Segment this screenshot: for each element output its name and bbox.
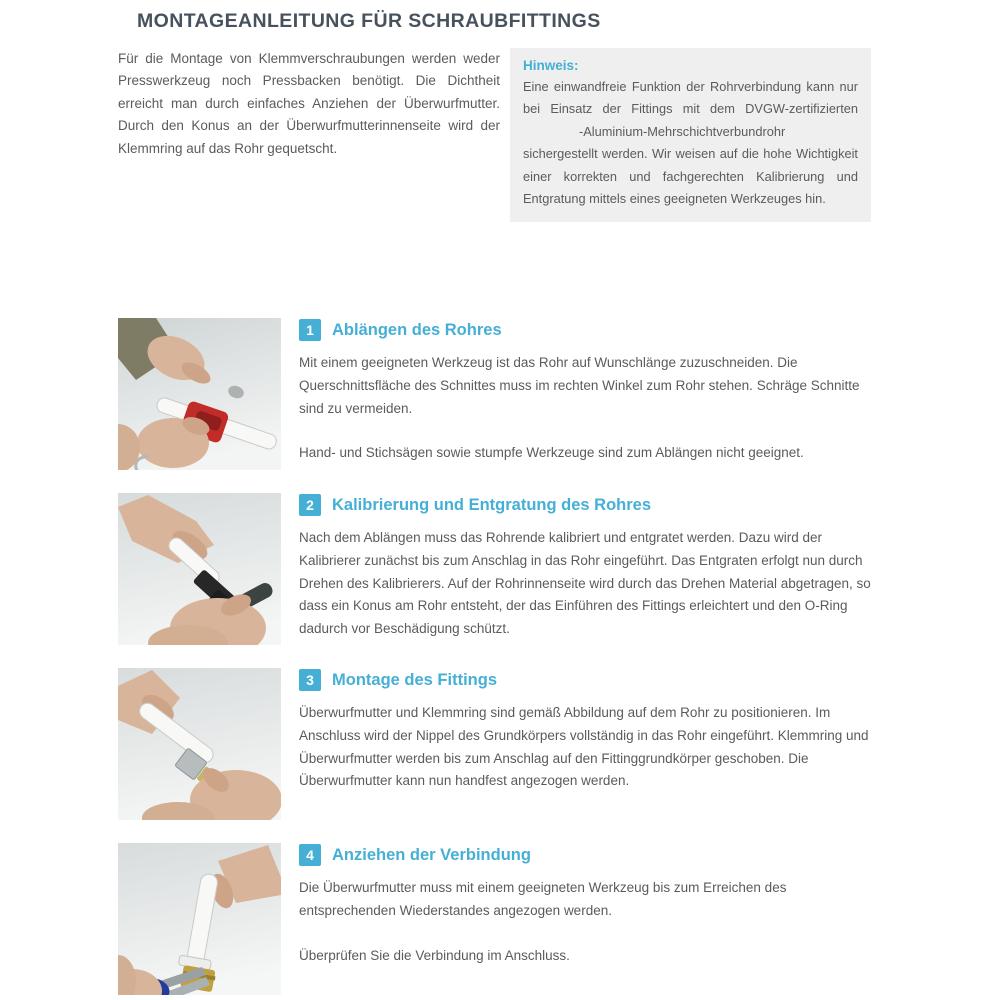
step-1-body [299, 318, 882, 470]
step-1-head [299, 319, 882, 341]
step-2-photo [118, 493, 281, 645]
step-4-head [299, 844, 882, 866]
intro-row [118, 48, 882, 222]
step-3-head [299, 669, 882, 691]
step-3-number-badge: 3 [299, 669, 321, 691]
step-3-body [299, 668, 882, 820]
step-3-photo [118, 668, 281, 820]
photo-pipe-cutter-illustration [118, 318, 281, 470]
note-text-part2: -Aluminium-Mehrschichtverbundrohr sichergestellt werden. Wir weisen auf die hohe Wichtigkeit einer korrekten und fachgerechten Kalibrierung und Entgratung mittels eines geeigneten Werkzeuges hin. [523, 123, 858, 207]
step-4-paragraph-1: Die Überwurfmutter muss mit einem geeigneten Werkzeug bis zum Erreichen des entsprechenden Wiederstandes angezogen werden. [299, 880, 787, 919]
note-text-part1: Eine einwandfreie Funktion der Rohrverbindung kann nur bei Einsatz der Fittings mit dem DVGW-zertifizierten [523, 79, 858, 117]
step-4-title: Anziehen der Verbindung [332, 845, 531, 864]
step-3-title: Montage des Fittings [332, 670, 497, 689]
note-box [510, 48, 871, 222]
step-row-2 [118, 493, 882, 645]
step-2-number-badge: 2 [299, 494, 321, 516]
step-1-number-badge: 1 [299, 319, 321, 341]
page-title: MONTAGEANLEITUNG FÜR SCHRAUBFITTINGS [137, 10, 601, 32]
step-row-4 [118, 843, 882, 995]
photo-fitting-assembly-illustration [118, 668, 281, 820]
step-1-title: Ablängen des Rohres [332, 320, 502, 339]
step-1-paragraph-1: Mit einem geeigneten Werkzeug ist das Rohr auf Wunschlänge zuzuschneiden. Die Querschnittsfläche des Schnittes muss im rechten Winkel zum Rohr stehen. Schräge Schnitte sind zu vermeiden. [299, 355, 860, 416]
step-3-paragraph-1: Überwurfmutter und Klemmring sind gemäß Abbildung auf dem Rohr zu positionieren. Im Anschluss wird der Nippel des Grundkörpers vollständig in das Rohr eingeführt. Klemmring und Überwurfmutter werden bis zum Anschlag auf den Fittinggrundkörper geschoben. Die Überwurfmutter kann nun handfest angezogen werden. [299, 705, 869, 789]
step-2-title: Kalibrierung und Entgratung des Rohres [332, 495, 652, 514]
note-label: Hinweis: [523, 58, 579, 73]
step-2-paragraph-1: Nach dem Ablängen muss das Rohrende kalibriert und entgratet werden. Dazu wird der Kalibrierer zunächst bis zum Anschlag in das Rohr eingeführt. Das Entgraten erfolgt nun durch Drehen des Kalibrierers. Auf der Rohrinnenseite wird durch das Drehen Material abgetragen, so dass ein Konus am Rohr entsteht, der das Einführen des Fittings erleichtert und den O-Ring dadurch vor Beschädigung schützt. [299, 530, 871, 636]
intro-paragraph: Für die Montage von Klemmverschraubungen werden weder Presswerkzeug noch Pressbacken benötigt. Die Dichtheit erreicht man durch einfaches Anziehen der Überwurfmutter. Durch den Konus an der Überwurfmutterinnenseite wird der Klemmring auf das Rohr gequetscht. [118, 51, 500, 156]
step-4-number-badge: 4 [299, 844, 321, 866]
step-2-head [299, 494, 882, 516]
step-4-paragraph-2: Überprüfen Sie die Verbindung im Anschluss. [299, 947, 570, 963]
step-4-photo [118, 843, 281, 995]
photo-calibrating-tool-illustration [118, 493, 281, 645]
photo-tightening-wrench-illustration [118, 843, 281, 995]
step-1-paragraph-2: Hand- und Stichsägen sowie stumpfe Werkzeuge sind zum Ablängen nicht geeignet. [299, 445, 804, 461]
step-row-1 [118, 318, 882, 470]
note-text [523, 76, 858, 210]
step-2-body [299, 493, 882, 645]
step-1-photo [118, 318, 281, 470]
step-row-3 [118, 668, 882, 820]
step-4-body [299, 843, 882, 995]
redacted-brand-name-gap [523, 135, 579, 136]
